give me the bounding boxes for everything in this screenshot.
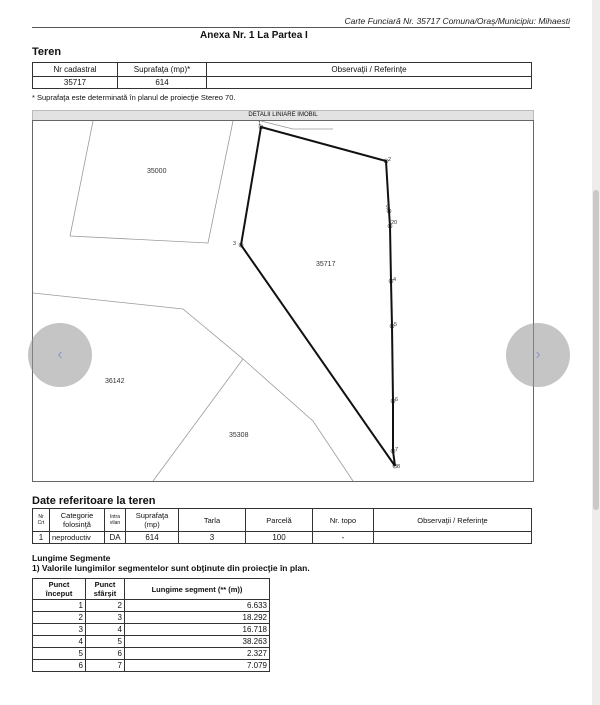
col-lungime: Lungime segment (** (m))	[125, 579, 270, 600]
col-nr-crt: Nr Crt	[33, 509, 50, 532]
cadastral-map	[32, 120, 534, 482]
cell: 6	[33, 660, 86, 672]
table-row	[33, 636, 270, 648]
point-label: 6	[395, 397, 399, 403]
cell: 16.718	[125, 624, 270, 636]
detalii-title: DETALII LINIARE IMOBIL	[32, 110, 534, 121]
lungime-title: Lungime Segmente	[32, 553, 111, 563]
table-row	[33, 532, 532, 544]
next-page-button[interactable]	[506, 323, 570, 387]
cell: 3	[86, 612, 125, 624]
lungime-title-block	[32, 553, 310, 573]
table-row	[33, 77, 532, 89]
cell: 18.292	[125, 612, 270, 624]
chevron-left-icon: ‹	[57, 346, 63, 363]
parcel-label: 35717	[316, 261, 336, 268]
cell	[374, 532, 532, 544]
scrollbar-thumb[interactable]	[593, 190, 599, 510]
parcel-36142-outline	[33, 293, 243, 481]
table-row	[33, 660, 270, 672]
cell-nr-cadastral: 35717	[33, 77, 118, 89]
cell: 4	[33, 636, 86, 648]
scrollbar[interactable]	[592, 0, 600, 705]
cell: 1	[33, 532, 50, 544]
prev-page-button[interactable]	[28, 323, 92, 387]
col-nr-cadastral: Nr cadastral	[33, 63, 118, 77]
point-label: 4	[393, 277, 397, 283]
point-label: 2	[388, 157, 392, 163]
lungime-table	[32, 578, 270, 672]
col-nr-topo: Nr. topo	[313, 509, 374, 532]
cell: 2	[86, 600, 125, 612]
parcel-label: 35000	[147, 168, 167, 175]
col-intravilan: Intra vilan	[105, 509, 126, 532]
cell-observatii	[207, 77, 532, 89]
col-observatii: Observaţii / Referinţe	[207, 63, 532, 77]
point-label: 20	[391, 220, 398, 226]
cell: 5	[86, 636, 125, 648]
col-suprafata: Suprafaţa (mp)	[126, 509, 179, 532]
top-boundary	[261, 121, 333, 129]
point-label: 7	[395, 447, 399, 453]
table-row	[33, 612, 270, 624]
col-punct-inceput: Punct început	[33, 579, 86, 600]
suprafata-note: * Suprafaţa este determinată în planul de proiecţie Stereo 70.	[32, 93, 236, 102]
table-row	[33, 624, 270, 636]
anexa-title: Anexa Nr. 1 La Partea I	[200, 30, 308, 41]
cell: DA	[105, 532, 126, 544]
cell: neproductiv	[50, 532, 105, 544]
cell: 1	[33, 600, 86, 612]
header-divider	[32, 27, 570, 28]
cell: 5	[33, 648, 86, 660]
cell: 7	[86, 660, 125, 672]
cell-suprafata: 614	[118, 77, 207, 89]
point-label: 1	[258, 121, 262, 127]
point-label: 3	[233, 241, 237, 247]
col-parcela: Parcelă	[246, 509, 313, 532]
parcel-label: 36142	[105, 378, 125, 385]
col-suprafata: Suprafaţa (mp)*	[118, 63, 207, 77]
cell: 38.263	[125, 636, 270, 648]
cell: 7.079	[125, 660, 270, 672]
carte-funciara-header: Carte Funciară Nr. 35717 Comuna/Oraş/Municipiu: Mihaesti	[344, 16, 570, 26]
table-row	[33, 648, 270, 660]
cell: 3	[179, 532, 246, 544]
map-drawing	[33, 121, 533, 481]
cell: 2	[33, 612, 86, 624]
parcel-35308-outline	[243, 359, 353, 481]
point-label: 9	[386, 205, 390, 211]
chevron-right-icon: ›	[535, 346, 541, 363]
parcel-35000-outline	[70, 121, 233, 243]
cell: 2.327	[125, 648, 270, 660]
col-categorie: Categorie folosinţă	[50, 509, 105, 532]
date-ref-title: Date referitoare la teren	[32, 495, 156, 507]
lungime-subtitle: 1) Valorile lungimilor segmentelor sunt obţinute din proiecţie în plan.	[32, 563, 310, 573]
cell: -	[313, 532, 374, 544]
teren-table	[32, 62, 532, 89]
teren-title: Teren	[32, 46, 62, 58]
cell: 6.633	[125, 600, 270, 612]
cell: 100	[246, 532, 313, 544]
parcel-35717-boundary	[241, 127, 398, 466]
cell: 614	[126, 532, 179, 544]
col-tarla: Tarla	[179, 509, 246, 532]
cell: 4	[86, 624, 125, 636]
table-row	[33, 600, 270, 612]
point-label: 8	[397, 464, 401, 470]
cell: 3	[33, 624, 86, 636]
point-label: 5	[394, 322, 398, 328]
col-observatii: Observaţii / Referinţe	[374, 509, 532, 532]
parcel-label: 35308	[229, 432, 249, 439]
date-ref-table	[32, 508, 532, 544]
cell: 6	[86, 648, 125, 660]
col-punct-sfarsit: Punct sfârşit	[86, 579, 125, 600]
